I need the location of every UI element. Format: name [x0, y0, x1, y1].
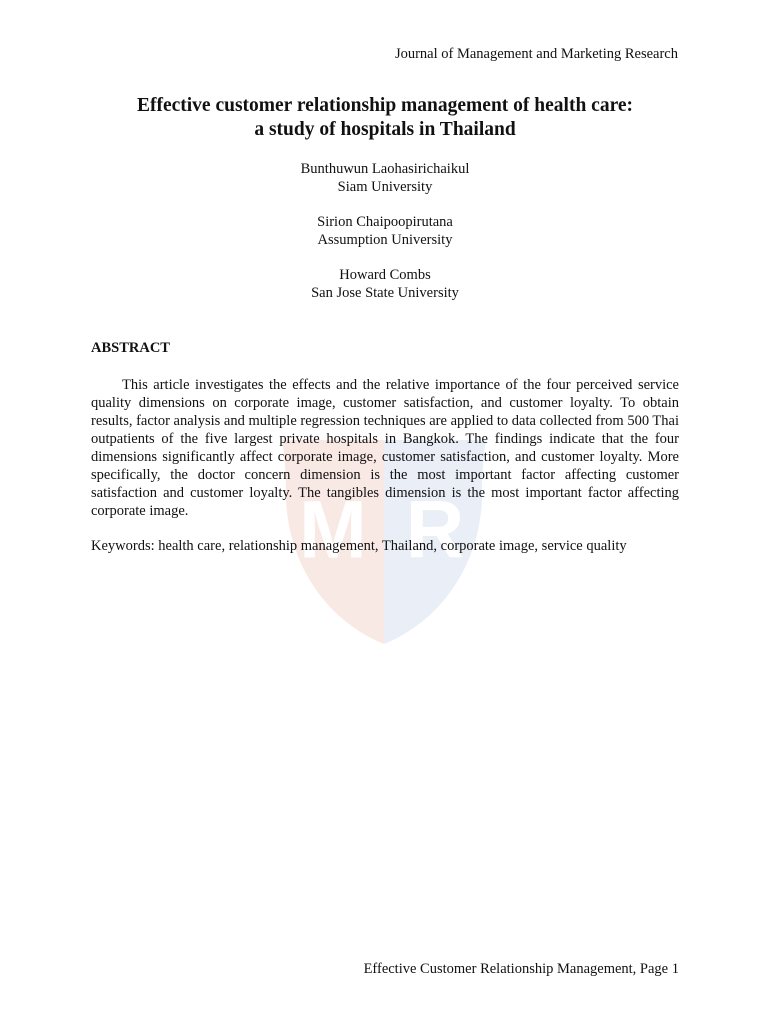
author-block — [0, 266, 770, 302]
title-line-2: a study of hospitals in Thailand — [254, 119, 516, 140]
journal-running-head: Journal of Management and Marketing Research — [394, 46, 678, 62]
keywords-line: Keywords: health care, relationship management, Thailand, corporate image, service quality — [91, 538, 627, 554]
svg-text:M: M — [299, 484, 367, 576]
author-affiliation: Siam University — [337, 179, 433, 195]
title-line-1: Effective customer relationship management of health care: — [136, 95, 634, 116]
author-affiliation: San Jose State University — [311, 285, 459, 301]
author-name: Howard Combs — [339, 267, 431, 283]
author-name: Sirion Chaipoopirutana — [317, 214, 453, 230]
author-list — [0, 160, 770, 319]
abstract-heading: ABSTRACT — [91, 340, 170, 356]
author-block — [0, 160, 770, 196]
svg-text:R: R — [405, 484, 465, 576]
page-footer: Effective Customer Relationship Management, Page 1 — [363, 961, 679, 977]
abstract-text: This article investigates the effects and the relative importance of the four perceived service quality dimensions on corporate image, customer satisfaction, and customer loyalty. To obtain results, factor analysis and multiple regression techniques are applied to data collected from 500 Thai outpatients of the five largest private hospitals in Bangkok. The findings indicate that the four dimensions significantly affect corporate image, customer satisfaction, and customer loyalty. More specifically, the doctor concern dimension is the most important factor affecting customer satisfaction and customer loyalty. The tangibles dimension is the most important factor affecting corporate image. — [91, 377, 680, 519]
paper-title — [0, 94, 770, 142]
author-affiliation: Assumption University — [317, 232, 453, 248]
author-name: Bunthuwun Laohasirichaikul — [300, 161, 470, 177]
author-block — [0, 213, 770, 249]
